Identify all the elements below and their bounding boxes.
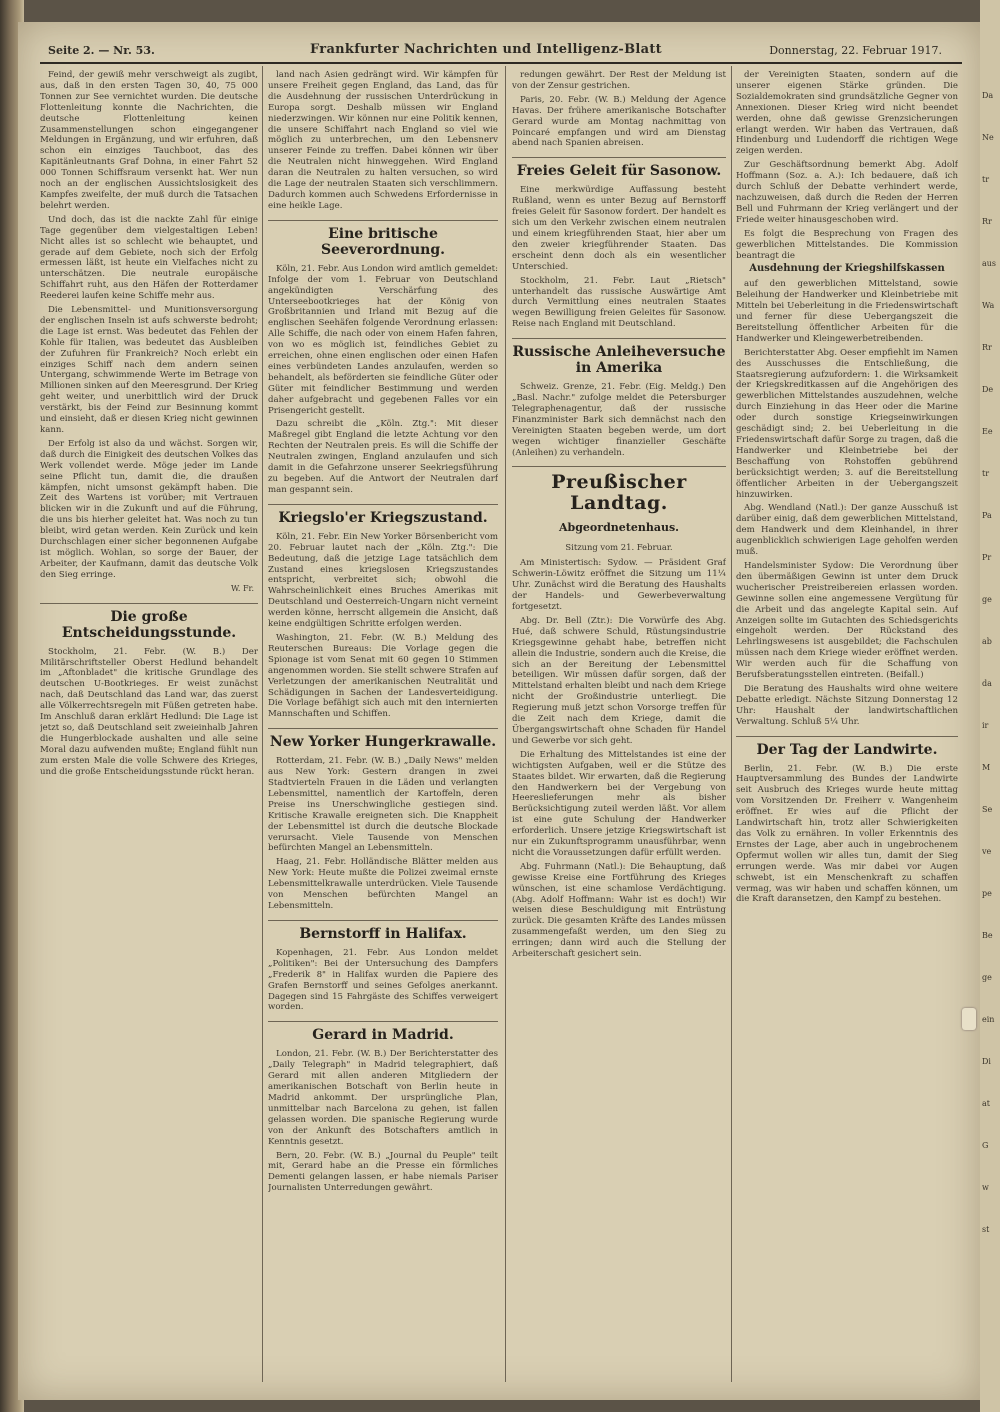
next-page-fragment: Pr <box>982 553 992 562</box>
next-page-edge <box>980 0 1000 1412</box>
article-text: Abg. Fuhrmann (Natl.): Die Behauptung, daß gewisse Kreise eine Fortführung des Krieges wünschen, ist eine schamlose Verdächtigung. (Abg. Adolf Hoffmann: Wahr ist es doch!) Wir weisen diese Beschuldigung mit Entrüstung zurück. Die gesamten Kräfte des Landes müssen zusammengefaßt werden, um den Sieg zu erringen; dann wird auch die Stellung der Arbeiterschaft gesichert sein. <box>512 861 726 960</box>
article-text: Der Erfolg ist also da und wächst. Sorgen wir, daß durch die Einigkeit des deutschen Volkes das Werk vollendet werde. Möge jeder im Lande seine Pflicht tun, damit die, die draußen kämpfen, nicht umsonst gekämpft haben. Die Zeit des Wartens ist vorüber; mit Vertrauen blicken wir in die Zukunft und auf die Führung, die uns bis hierher geleitet hat. Was noch zu tun bleibt, wird getan werden. Kein Zurück und kein Durchschlagen einer sicher begonnenen Aufgabe ist möglich. Wohlan, so sorge der Bauer, der Arbeiter, der Kaufmann, damit das deutsche Volk den Sieg erringe. <box>40 438 258 580</box>
article-text: Abg. Wendland (Natl.): Der ganze Ausschuß ist darüber einig, daß dem gewerblichen Mittelstand, dem Handwerk und dem Kleinhandel, in ihrer augenblicklich schwierigen Lage geholfen werden muß. <box>736 503 958 558</box>
subheadline-kriegshilfskassen: Ausdehnung der Kriegshilfskassen <box>749 263 945 275</box>
article-text: auf den gewerblichen Mittelstand, sowie Beleihung der Handwerker und Kleinbetriebe mit Mitteln bei Ueberleitung in die Friedenswirtschaft und ferner für diese Uebergangszeit die Bereitstellung öffentlicher Arbeiten für die Handwerker und Kleingewerbetreibenden. <box>736 279 958 344</box>
next-page-fragment: ab <box>982 637 992 646</box>
column-1 <box>40 70 258 1380</box>
next-page-fragment: Di <box>982 1057 991 1066</box>
headline-kriegszustand: Kriegslo'er Kriegszustand. <box>268 504 498 526</box>
article-text: Berichterstatter Abg. Oeser empfiehlt im Namen des Ausschusses die Entschließung, die Staatsregierung aufzufordern: 1. die Wirksamkeit der Kriegskreditkassen auf die Angehörigen des gewerblichen Mittelstandes auszudehnen, welche durch Einziehung in das Heer oder die Marine oder durch sonstige Kriegseinwirkungen geschädigt sind; 2. bei Ueberleitung in die Friedenswirtschaft dafür Sorge zu tragen, daß die Handwerker und Kleinbetriebe bei der Beschaffung von Rohstoffen gebührend berücksichtigt werden; 3. auf die Bereitstellung öffentlicher Arbeiten in der Uebergangszeit hinzuwirken. <box>736 347 958 500</box>
article-text: Eine merkwürdige Auffassung besteht Rußland, wenn es unter Bezug auf Bernstorff freies Geleit für Sasonow fordert. Der handelt es sich um den Verkehr zwischen einem neutralen und einem kriegführenden Staat, hier aber um den zweier kriegführender Staaten. Das erscheint denn doch als ein wesentlicher Unterschied. <box>512 185 726 272</box>
headline-anleihe: Russische Anleiheversuche in Amerika <box>512 338 726 376</box>
next-page-fragment: tr <box>982 469 990 478</box>
article-text: Abg. Dr. Bell (Ztr.): Die Vorwürfe des Abg. Hué, daß schwere Schuld, Rüstungsindustrie Kriegsgewinne gehabt habe, betreffen nicht allein die Industrie, sondern auch die Kreise, die sich an der Bereitung der Lebensmittel beteiligen. Wir müssen dafür sorgen, daß der Mittelstand erhalten bleibt und nach dem Kriege nicht der Großindustrie unterliegt. Die Regierung muß jetzt schon Vorsorge treffen für die Zeit nach dem Kriege, damit die Übergangswirtschaft ohne Schaden für Handel und Gewerbe vor sich geht. <box>512 615 726 746</box>
column-rule <box>262 66 263 1382</box>
headline-gerard: Gerard in Madrid. <box>268 1021 498 1043</box>
article-text: Haag, 21. Febr. Holländische Blätter melden aus New York: Heute mußte die Polizei zweimal ernste Lebensmittelkrawalle unterdrücken. Viele Tausende von Menschen befürchten Mangel an Lebensmitteln. <box>268 857 498 911</box>
article-text: Die Lebensmittel- und Munitionsversorgung der englischen Inseln ist aufs schwerste bedroht; die Lage ist ernst. Was bedeutet das Fehlen der Kohle für Italien, was bedeutet das Ausbleiben der Zufuhren für Frankreich? Noch erlebt ein einziges Schiff nach dem andern seinen Untergang, schwimmende Werte im Betrage von Millionen sinken auf den Meeresgrund. Der Krieg geht weiter, und unerbittlich wird der Druck verstärkt, bis der Feind zur Besinnung kommt und einsieht, daß er diesen Krieg nicht gewinnen kann. <box>40 305 258 435</box>
column-3 <box>512 70 726 1380</box>
column-rule <box>505 66 506 1382</box>
article-text: Die Beratung des Haushalts wird ohne weitere Debatte erledigt. Nächste Sitzung Donnerstag 12 Uhr: Haushalt der landwirtschaftlichen Verwaltung. Schluß 5¼ Uhr. <box>736 683 958 727</box>
article-text: Bern, 20. Febr. (W. B.) „Journal du Peuple" teilt mit, Gerard habe an die Presse ein förmliches Dementi gelangen lassen, er habe niemals Pariser Journalisten Unterredungen gewährt. <box>268 1150 498 1194</box>
article-text: land nach Asien gedrängt wird. Wir kämpfen für unsere Freiheit gegen England, das Land, das für die Ausdehnung der russischen Unterdrückung in Europa sorgt. Deshalb müssen wir England niederzwingen. Wir können nur eine Politik kennen, die unsere Schiffahrt nach England so viel wie möglich zu unterbrechen, um den Lebensnerv unserer Feinde zu treffen. Dabei können wir über die Neutralen nicht hinweggehen. Wird England daran die Neutralen zu halten versuchen, so wird die Lage der neutralen Staaten sich verschlimmern. Dadurch kommen auch Schwedens Erfordernisse in eine heikle Lage. <box>268 70 498 211</box>
next-page-fragment: pe <box>982 889 992 898</box>
next-page-fragment: Se <box>982 805 993 814</box>
next-page-fragment: De <box>982 385 994 394</box>
subheadline-abgeordnetenhaus: Abgeordnetenhaus. <box>559 521 679 535</box>
article-text: Stockholm, 21. Febr. Laut „Rietsch" unterhandelt das russische Auswärtige Amt durch Vermittlung eines neutralen Staates wegen Bewilligung freien Geleites für Sasonow. Reise nach England mit Deutschland. <box>512 275 726 330</box>
headline-seeverordnung: Eine britische Seeverordnung. <box>268 220 498 258</box>
next-page-fragment: Da <box>982 91 994 100</box>
author-signature: W. Fr. <box>231 583 254 593</box>
article-text: Berlin, 21. Febr. (W. B.) Die erste Hauptversammlung des Bundes der Landwirte seit Ausbruch des Krieges wurde heute mittag vom Vorsitzenden Dr. Freiherr v. Wangenheim eröffnet. Er wies auf die Pflicht der Landwirtschaft hin, trotz aller Schwierigkeiten das Volk zu ernähren. In voller Erkenntnis des Ernstes der Lage, aber auch in ungebrochenem Opfermut wollen wir alles tun, damit der Sieg errungen werde. Was mir dabei vor Augen schwebt, ist ein Menschenkraft zu schaffen vermag, was wir haben und schaffen können, um die Kraft daransetzen, den Kampf zu bestehen. <box>736 763 958 905</box>
next-page-fragment: M <box>982 763 991 772</box>
headline-bernstorff: Bernstorff in Halifax. <box>268 920 498 942</box>
next-page-fragment: Ne <box>982 133 994 142</box>
article-text: Köln, 21. Febr. Aus London wird amtlich gemeldet: Infolge der vom 1. Februar von Deutschland angekündigten Verschärfung des Unterseebootkrieges hat der König von Großbritannien und Irland mit Bezug auf die englischen Seehäfen folgende Verordnung erlassen: Alle Schiffe, die nach oder von einem Hafen fahren, von wo es möglich ist, feindliches Gebiet zu erreichen, ohne einen englischen oder einen Hafen eines verbündeten Landes anzulaufen, werden so behandelt, als beförderten sie feindliche Güter oder Güter mit feindlicher Bestimmung und werden daher aufgebracht und gegebenen Falles vor ein Prisengericht gestellt. <box>268 263 498 416</box>
next-page-fragment: st <box>982 1225 990 1234</box>
next-page-fragment: Ee <box>982 427 993 436</box>
next-page-fragment: ge <box>982 595 992 604</box>
page-number: Seite 2. — Nr. 53. <box>48 44 155 57</box>
article-text: Handelsminister Sydow: Die Verordnung über den übermäßigen Gewinn ist unter dem Druck wucherischer Preistreibereien erlassen worden. Gewinne sollen eine angemessene Vergütung für die Arbeit und das angelegte Kapital sein. Auf Anzeigen sollte im Gutachten des Schiedsgerichts eingeholt werden. Der Rückstand des Lehrlingswesens ist ausgebildet; die Fachschulen müssen nach dem Kriege wieder eröffnet werden. Wir werden auch für die Schaffung von Berufsberatungsstellen eintreten. (Beifall.) <box>736 560 958 681</box>
issue-date: Donnerstag, 22. Februar 1917. <box>769 44 942 57</box>
column-4 <box>736 70 958 1380</box>
headline-landwirte: Der Tag der Landwirte. <box>736 736 958 758</box>
next-page-fragment: Rr <box>982 343 992 352</box>
article-text: Am Ministertisch: Sydow. — Präsident Graf Schwerin-Löwitz eröffnet die Sitzung um 11¼ Uhr. Zunächst wird die Beratung des Haushalts der Handels- und Gewerbeverwaltung fortgesetzt. <box>512 558 726 612</box>
article-text: redungen gewährt. Der Rest der Meldung ist von der Zensur gestrichen. <box>512 70 726 91</box>
next-page-fragment: ir <box>982 721 989 730</box>
next-page-fragment: at <box>982 1099 990 1108</box>
next-page-fragment: ve <box>982 847 992 856</box>
next-page-fragment: Pa <box>982 511 992 520</box>
article-text: Köln, 21. Febr. Ein New Yorker Börsenbericht vom 20. Februar lautet nach der „Köln. Ztg.": Die Bedeutung, daß die jetzige Lage tatsächlich dem Zustand eines kriegslosen Kriegszustandes entspricht, verbreitet sich; obwohl die Wahrscheinlichkeit eines Bruches Amerikas mit Deutschland und Oesterreich-Ungarn nicht verneint werden könne, herrscht allgemein die Ansicht, daß keine endgültigen Schritte erfolgen werden. <box>268 531 498 630</box>
newspaper-title: Frankfurter Nachrichten und Intelligenz-Blatt <box>310 42 662 57</box>
article-text: Rotterdam, 21. Febr. (W. B.) „Daily News" melden aus New York: Gestern drangen in zwei Stadtvierteln Frauen in die Läden und verlangten Lebensmittel, namentlich der Kartoffeln, deren Preise ins Unerschwingliche gestiegen sind. Kritische Krawalle ereigneten sich. Die Knappheit der Lebensmittel ist durch die deutsche Blockade verursacht. Viele Tausende von Menschen befürchten Mangel an Lebensmitteln. <box>268 756 498 854</box>
article-text: Dazu schreibt die „Köln. Ztg.": Mit dieser Maßregel gibt England die letzte Achtung vor den Rechten der Neutralen preis. Es will die Schiffe der Neutralen zwingen, England anzulaufen und sich damit in die Gefahrzone unserer Seekriegsführung zu begeben. Auf die Antwort der Neutralen darf man gespannt sein. <box>268 419 498 495</box>
article-text: Washington, 21. Febr. (W. B.) Meldung des Reuterschen Bureaus: Die Vorlage gegen die Spionage ist vom Senat mit 60 gegen 10 Stimmen angenommen worden. Sie stellt schwere Strafen auf Verletzungen der amerikanischen Neutralität und Schädigungen in Sachen der Landesverteidigung. Die Vorlage befähigt sich auch mit den internierten Mannschaften und Schiffen. <box>268 632 498 720</box>
next-page-fragment: ein <box>982 1015 995 1024</box>
article-text: Feind, der gewiß mehr verschweigt als zugibt, aus, daß in den ersten Tagen 30, 40, 75 000 Tonnen zur See vernichtet wurden. Die deutsche Flottenleitung konnte die Nachrichten, die deutsche Flottenleitung keinen Zusammenstellungen schon eingegangener Meldungen in Ergänzung, und wir erfuhren, daß schon ein einziges Tauchboot, das des Kapitänleutnants Graf Dohna, in einer Fahrt 52 000 Tonnen Schiffsraum versenkt hat. Wer nun noch an der englischen Aussichtslosigkeit des Kampfes zweifelte, der muß durch die Tatsachen belehrt werden. <box>40 70 258 211</box>
article-text: Stockholm, 21. Febr. (W. B.) Der Militärschriftsteller Oberst Hedlund behandelt im „Aftonbladet" die kritische Grundlage des deutschen U-Bootkrieges. Er weist zunächst nach, daß Deutschland das Land war, das zuerst alle Völkerrechtsregeln mit Füßen getreten habe. Im Anschluß daran erklärt Hedlund: Die Lage ist jetzt so, daß Deutschland seit zweieinhalb Jahren die Hungerblockade aushalten und alle seine Moral dazu aufwenden mußte; England fühlt nun zum ersten Male die volle Schwere des Krieges, und die große Entscheidungsstunde rückt heran. <box>40 646 258 777</box>
next-page-fragment: Be <box>982 931 993 940</box>
session-date: Sitzung vom 21. Februar. <box>565 542 673 553</box>
page-tab-marker <box>962 1008 976 1030</box>
masthead <box>40 44 962 64</box>
article-text: London, 21. Febr. (W. B.) Der Berichterstatter des „Daily Telegraph" in Madrid telegraphiert, daß Gerard mit allen anderen Mitgliedern der amerikanischen Botschaft von Berlin heute in Madrid ankommt. Der ursprüngliche Plan, unmittelbar nach Barcelona zu gehen, ist fallen gelassen worden. Die spanische Regierung wurde von der Ankunft des Botschafters amtlich in Kenntnis gesetzt. <box>268 1049 498 1147</box>
next-page-fragment: tr <box>982 175 990 184</box>
column-rule <box>731 66 732 1382</box>
next-page-fragment: aus <box>982 259 997 268</box>
headline-landtag: Preußischer Landtag. <box>512 466 726 514</box>
column-2 <box>268 70 498 1380</box>
article-text: der Vereinigten Staaten, sondern auf die unserer eigenen Stärke gründen. Die Sozialdemokraten sind grundsätzliche Gegner von Annexionen. Dieser Krieg wird nicht beendet werden, ohne daß gewisse Grenzsicherungen erlangt werden. Wir haben das Vertrauen, daß Hindenburg und Ludendorff die richtigen Wege zeigen werden. <box>736 70 958 157</box>
headline-entscheidungsstunde: Die große Entscheidungsstunde. <box>40 603 258 641</box>
article-text: Kopenhagen, 21. Febr. Aus London meldet „Politiken": Bei der Untersuchung des Dampfers „Frederik 8" in Halifax wurden die Papiere des Grafen Bernstorff und seines Gefolges anerkannt. Dagegen sind 15 Fahrgäste des Schiffes verweigert worden. <box>268 947 498 1013</box>
next-page-fragment: w <box>982 1183 989 1192</box>
article-text: Und doch, das ist die nackte Zahl für einige Tage gegenüber dem vielgestaltigen Leben! Nicht alles ist so schlecht wie behauptet, und gerade auf dem Gebiete, noch sich der Erfolg ermessen läßt, ist heute ein Vielfaches nicht zu unterschätzen. Die neutrale europäische Schiffahrt ruht, aus den Häfen der Rotterdamer Reederei laufen keine Schiffe mehr aus. <box>40 214 258 302</box>
next-page-fragment: Rr <box>982 217 992 226</box>
article-text: Schweiz. Grenze, 21. Febr. (Eig. Meldg.) Den „Basl. Nachr." zufolge meldet die Petersburger Telegraphenagentur, daß der russische Finanzminister Bark sich demnächst nach den Vereinigten Staaten begeben werde, um dort wegen wichtiger finanzieller Geschäfte (Anleihen) zu verhandeln. <box>512 382 726 458</box>
next-page-fragment: ge <box>982 973 992 982</box>
next-page-fragment: Wa <box>982 301 995 310</box>
headline-sasonow: Freies Geleit für Sasonow. <box>512 157 726 179</box>
article-text: Paris, 20. Febr. (W. B.) Meldung der Agence Havas. Der frühere amerikanische Botschafter Gerard wurde am Montag nachmittag von Poincaré empfangen und wird am Dienstag abend nach Spanien abreisen. <box>512 94 726 149</box>
article-text: Die Erhaltung des Mittelstandes ist eine der wichtigsten Aufgaben, weil er die Stütze des Staates bildet. Wir erwarten, daß die Regierung den Handwerkern bei der Vergebung von Heereslieferungen mehr als bisher Berücksichtigung zuteil werden läßt. Vor allem ist eine gute Schulung der Handwerker erforderlich. Unsere jetzige Kriegswirtschaft ist nur ein Zukunftsprogramm unausführbar, wenn nicht die Voraussetzungen dafür erfüllt werden. <box>512 749 726 858</box>
next-page-fragment: da <box>982 679 992 688</box>
next-page-fragment: G <box>982 1141 989 1150</box>
article-text: Zur Geschäftsordnung bemerkt Abg. Adolf Hoffmann (Soz. a. A.): Ich bedauere, daß ich durch Schluß der Debatte verhindert werde, nachzuweisen, daß durch die Reden der Herren Bell und Fuhrmann der Krieg verlängert und der Friede weiter hinausgeschoben wird. <box>736 160 958 225</box>
article-text: Es folgt die Besprechung von Fragen des gewerblichen Mittelstandes. Die Kommission beantragt die <box>736 228 958 261</box>
headline-hungerkrawalle: New Yorker Hungerkrawalle. <box>268 728 498 750</box>
